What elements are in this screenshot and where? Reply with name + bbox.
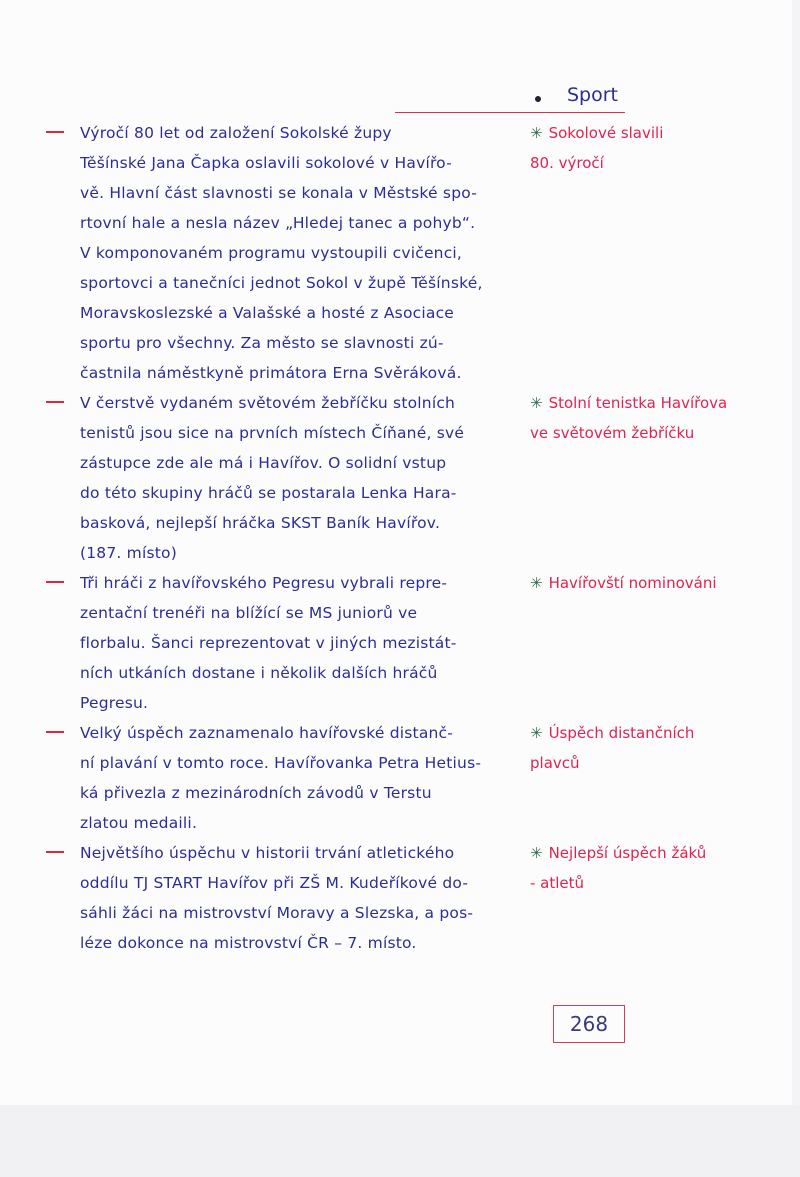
entry-text-line: basková, nejlepší hráčka SKST Baník Havířov.	[80, 514, 441, 532]
margin-note-text: Stolní tenistka Havířova	[548, 394, 728, 412]
entry-text-line: ká přivezla z mezinárodních závodů v Terstu	[80, 784, 432, 802]
dash-marker-icon	[46, 731, 64, 733]
entry-text-line: sportu pro všechny. Za město se slavnosti zú-	[80, 334, 444, 352]
margin-note	[530, 718, 694, 778]
margin-note-text: Úspěch distančních	[548, 724, 695, 742]
entry-text-line: oddílu TJ START Havířov při ZŠ M. Kudeříkové do-	[80, 874, 469, 892]
entry-text-line: ní plavání v tomto roce. Havířovanka Petra Hetius-	[80, 754, 482, 772]
entry-text-line: sportovci a tanečníci jednot Sokol v župě Těšínské,	[80, 274, 483, 292]
dash-marker-icon	[46, 401, 64, 403]
entry-text-line: Pegresu.	[80, 694, 149, 712]
entry-text-line: Výročí 80 let od založení Sokolské župy	[80, 124, 392, 142]
entry-text-line: V komponovaném programu vystoupili cvičenci,	[80, 244, 463, 262]
entry-text-line: ních utkáních dostane i několik dalších hráčů	[80, 664, 438, 682]
chronicle-entries	[0, 118, 800, 958]
chronicle-entry	[0, 838, 800, 958]
entry-text-line: léze dokonce na mistrovství ČR – 7. místo.	[80, 934, 417, 952]
entry-text-line: florbalu. Šanci reprezentovat v jiných mezistát-	[80, 634, 457, 652]
asterisk-icon: ✳	[530, 844, 543, 862]
entry-text-line: zentační trenéři na blížící se MS juniorů ve	[80, 604, 418, 622]
dash-marker-icon	[46, 851, 64, 853]
entry-text-line: tenistů jsou sice na prvních místech Číňané, své	[80, 424, 465, 442]
entry-text-line: Největšího úspěchu v historii trvání atletického	[80, 844, 455, 862]
margin-note	[530, 838, 706, 898]
entry-text-line: (187. místo)	[80, 544, 177, 562]
entry-text-line: rtovní hale a nesla název „Hledej tanec a pohyb“.	[80, 214, 476, 232]
asterisk-icon: ✳	[530, 124, 543, 142]
margin-note-text: Nejlepší úspěch žáků	[548, 844, 707, 862]
entry-text-line: Těšínské Jana Čapka oslavili sokolové v Havířo-	[80, 154, 452, 172]
margin-note	[530, 568, 717, 598]
page-number: 268	[553, 1005, 625, 1043]
chronicle-entry	[0, 568, 800, 718]
entry-text-line: Velký úspěch zaznamenalo havířovské distanč-	[80, 724, 454, 742]
entry-text-line: do této skupiny hráčů se postarala Lenka Hara-	[80, 484, 457, 502]
entry-text-line: častnila náměstkyně primátora Erna Svěráková.	[80, 364, 462, 382]
margin-note-text: plavců	[530, 754, 580, 772]
entry-text-line: vě. Hlavní část slavnosti se konala v Městské spo-	[80, 184, 478, 202]
asterisk-icon: ✳	[530, 724, 543, 742]
margin-note-text: - atletů	[530, 874, 585, 892]
bullet-icon	[535, 96, 541, 102]
entry-text-line: sáhli žáci na mistrovství Moravy a Slezska, a pos-	[80, 904, 474, 922]
entry-text-line: zástupce zde ale má i Havířov. O solidní vstup	[80, 454, 447, 472]
margin-note-text: ve světovém žebříčku	[530, 424, 695, 442]
dash-marker-icon	[46, 581, 64, 583]
section-title: Sport	[567, 84, 619, 106]
margin-note-text: Havířovští nominováni	[548, 574, 717, 592]
margin-note	[530, 388, 727, 448]
chronicle-entry	[0, 388, 800, 568]
dash-marker-icon	[46, 131, 64, 133]
asterisk-icon: ✳	[530, 574, 543, 592]
entry-text-line: Tři hráči z havířovského Pegresu vybrali repre-	[80, 574, 448, 592]
asterisk-icon: ✳	[530, 394, 543, 412]
margin-note-text: 80. výročí	[530, 154, 604, 172]
entry-text-line: V čerstvě vydaném světovém žebříčku stolních	[80, 394, 456, 412]
entry-text-line: zlatou medaili.	[80, 814, 198, 832]
margin-note	[530, 118, 663, 178]
chronicle-entry	[0, 118, 800, 388]
entry-text-line: Moravskoslezské a Valašské a hosté z Asociace	[80, 304, 455, 322]
chronicle-entry	[0, 718, 800, 838]
margin-note-text: Sokolové slavili	[548, 124, 664, 142]
section-header	[395, 84, 625, 113]
scan-bottom-edge	[0, 1105, 800, 1177]
